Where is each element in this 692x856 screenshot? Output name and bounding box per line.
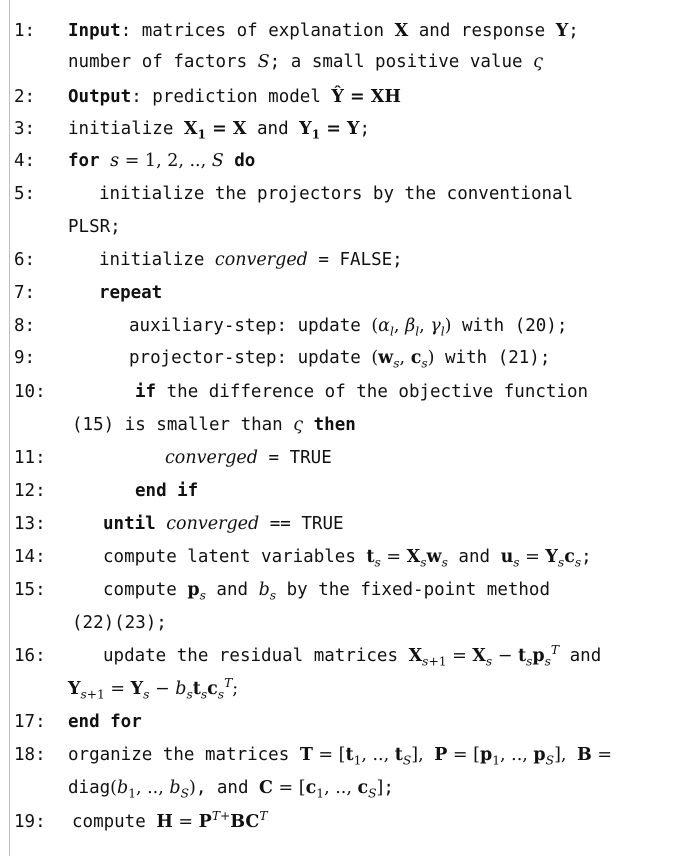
line-number: 5: (14, 184, 36, 204)
math-converged: converged (166, 514, 260, 534)
end-if-keyword: end if (135, 481, 199, 501)
line-number: 4: (14, 151, 36, 171)
math-model: Ŷ = XH (331, 87, 401, 107)
text: initialize the projectors by the conventional (99, 184, 574, 204)
math-C: $C = [c_1$, .., $c_S$] (259, 778, 384, 801)
math-for-range: s = 1, 2, .., S (110, 151, 224, 171)
text: update the residual matrices (103, 646, 399, 666)
input-keyword: Input (68, 21, 121, 41)
math-converged: converged (165, 448, 258, 468)
text: and (257, 119, 289, 139)
repeat-keyword: repeat (99, 283, 163, 303)
math-P: $P = [p_1$, .., $p_S$], (434, 745, 567, 768)
line-number: 19: (14, 812, 46, 832)
line-number: 7: (14, 283, 36, 303)
text: PLSR; (68, 217, 121, 237)
text: and (458, 547, 491, 567)
line-number: 11: (14, 448, 46, 468)
math-varsigma: ς (533, 52, 543, 72)
math-X1: $X_1 = X$ (183, 119, 247, 142)
output-keyword: Output (68, 87, 132, 107)
text: organize the matrices (68, 745, 290, 765)
math-B: B = (577, 745, 613, 765)
text: (22)(23); (72, 613, 167, 633)
input-text: : matrices of explanation (120, 21, 385, 41)
input-text-4: ; a small positive value (269, 52, 523, 72)
text: compute (72, 812, 146, 832)
math-ps: $p_s$ (187, 580, 206, 603)
line-number: 16: (14, 646, 46, 666)
line-number: 8: (14, 316, 36, 336)
text: compute (103, 580, 177, 600)
math-ys1: $Y_{s+1} = Y_s - b_st_sc_s^T$; (68, 676, 239, 702)
math-bs: $b_s$ (258, 580, 277, 603)
math-S: S (257, 52, 270, 72)
line-number: 9: (14, 348, 36, 368)
text: the difference of the objective function (166, 382, 589, 402)
text: and (569, 646, 602, 666)
then-keyword: then (313, 415, 356, 435)
line-number: 18: (14, 745, 46, 765)
text: initialize (68, 119, 174, 139)
text: diag (68, 778, 111, 798)
math-Y: Y (555, 21, 569, 41)
text: compute latent variables (103, 547, 356, 567)
text: FALSE; (339, 250, 403, 270)
until-keyword: until (103, 514, 156, 534)
for-keyword: for (68, 151, 100, 171)
line-number: 6: (14, 250, 36, 270)
line-number: 1: (14, 21, 36, 41)
text: TRUE (289, 448, 332, 468)
math-us: $u_s = Y_sc_s$ (500, 547, 582, 570)
line-number: 17: (14, 712, 46, 732)
line-number: 14: (14, 547, 46, 567)
input-text-3: number of factors (68, 52, 248, 72)
math-T: $T = [t_1$, .., $t_S$], (299, 745, 424, 768)
line-number: 13: (14, 514, 46, 534)
math-Y1: $Y_1 = Y$ (299, 119, 360, 142)
end-for-keyword: end for (68, 712, 142, 732)
do-keyword: do (234, 151, 256, 171)
math-ts: $t_s = X_sw_s$ (366, 547, 448, 570)
math-diag-args: ($b_1$, .., $b_S$) (110, 778, 196, 801)
input-text-2: and response (418, 21, 546, 41)
math-X: X (394, 21, 409, 41)
text: with (21); (445, 348, 551, 368)
output-text: : prediction model (131, 87, 321, 107)
math-converged: converged (214, 250, 308, 270)
math-proj: ($w_s$, $c_s$) (371, 348, 435, 371)
line-number: 3: (14, 119, 36, 139)
line-number: 10: (14, 382, 46, 402)
line-number: 15: (14, 580, 46, 600)
algorithm-block: 1: Input: matrices of explanation X and response Y; number of factors S; a small positive value ς 2: Output: prediction model Ŷ = XH 3: initialize $X_1 = X$ and $Y_1 = Y$; 4: for s = 1, 2, .., S do 5: initialize the projectors by the conventional PLSR; 6: initialize converged = FALSE; 7: repeat 8: auxiliary-step: update ($\alpha_l$, $\beta_l$, $\gamma_l$) with (20); 9: projector-step: update ($w_s$, $c_s$) with (21); 10: if the difference of the objective function (15) is smaller than ς then 11: converged = TRUE 12: end if 13: until converged == TRUE 14: compute latent variables $t_s = X_sw_s$ and $u_s = Y_sc_s$; 15: compute $p_s$ and $b_s$ by the fixed-point method (22)(23); 16: update the residual matrices $X_{s+1} = X_s - t_sp_s^T$ and $Y_{s+1} = Y_s - b_st_sc_s^T$; 17: end for 18: organize the matrices $T = [t_1$, .., $t_S$], $P = [p_1$, .., $p_S$], B = $diag(b_1$, .., $b_S$), and $C = [c_1$, .., $c_S$]; 19: compute $H = P^{T+}BC^T$ (0, 0, 692, 856)
text: (15) is smaller than (72, 415, 283, 435)
math-varsigma: ς (293, 415, 304, 435)
math-xs1: $X_{s+1} = X_s - t_sp_s^T$ (408, 643, 560, 669)
line-number: 12: (14, 481, 46, 501)
left-rule (9, 0, 10, 856)
text: auxiliary-step: update (129, 316, 361, 336)
text: by the fixed-point method (286, 580, 551, 600)
math-aux: ($\alpha_l$, $\beta_l$, $\gamma_l$) (371, 316, 452, 339)
text: TRUE (301, 514, 344, 534)
if-keyword: if (135, 382, 157, 402)
text: projector-step: update (129, 348, 361, 368)
text: initialize (99, 250, 205, 270)
text: with (20); (462, 316, 568, 336)
math-H: $H = P^{T+}BC^T$ (156, 809, 268, 832)
text: , and (195, 778, 249, 798)
line-number: 2: (14, 87, 36, 107)
text: and (216, 580, 249, 600)
